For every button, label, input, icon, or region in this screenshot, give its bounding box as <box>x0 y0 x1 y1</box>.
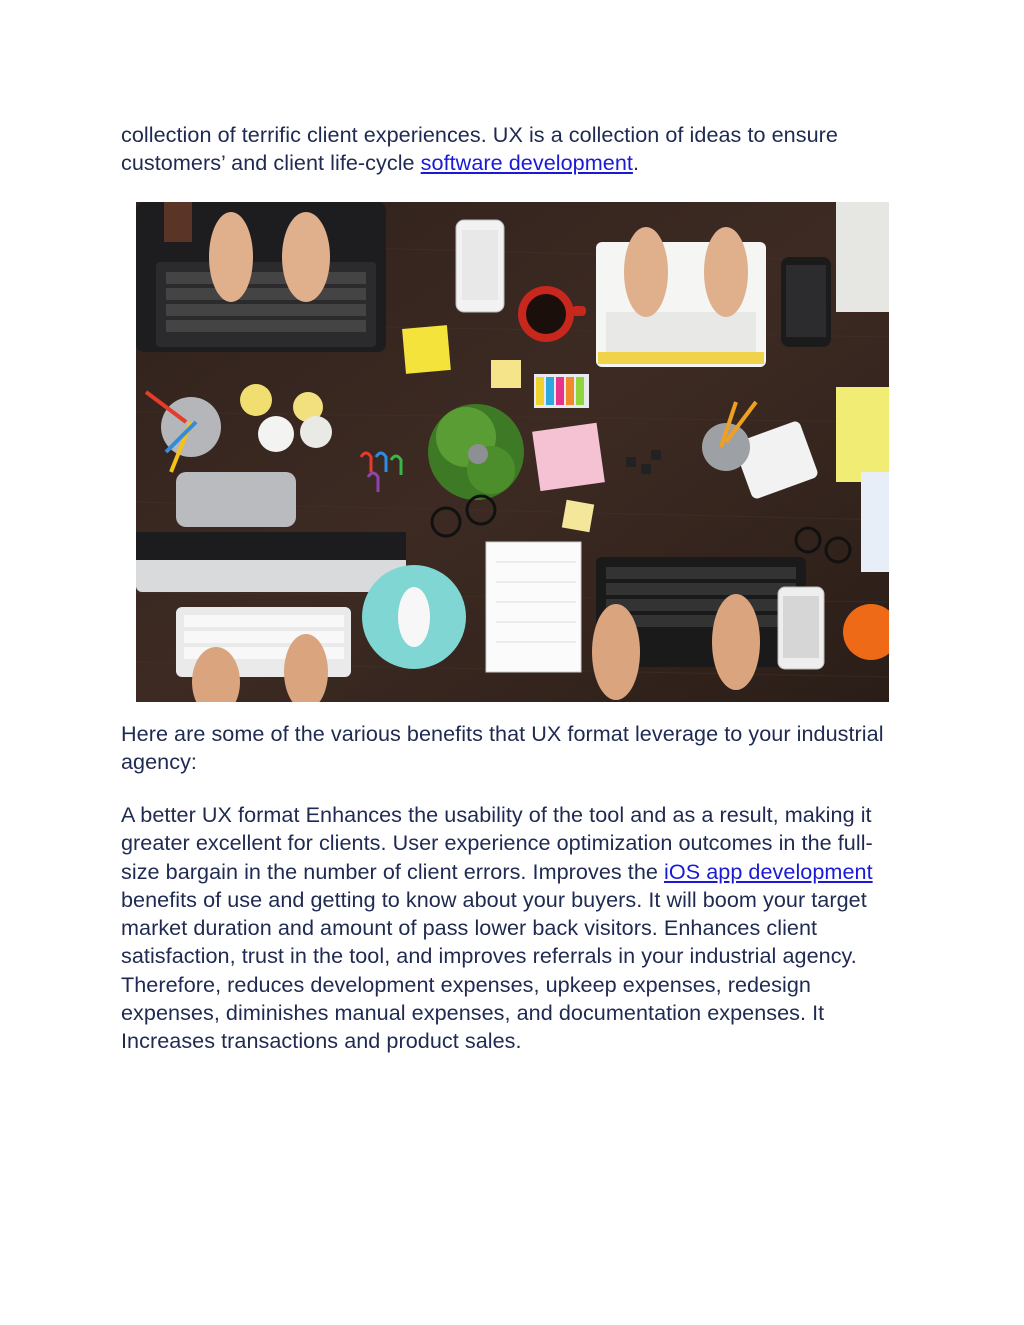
ios-app-development-link[interactable]: iOS app development <box>664 858 873 884</box>
body-text-continued: benefits of use and getting to know about your buyers. It will boom your target market duration and amount of pass lower back visitors. Enhances client satisfaction, trust in the tool, and improves referrals in your industrial agency. Therefore, reduces development expenses, upkeep expenses, redesign expenses, diminishes manual expenses, and documentation expenses. It Increases transactions and product sales. <box>121 886 867 1054</box>
intro-text: collection of terrific client experiences. UX is a collection of ideas to ensure customers’ and client life-cycle <box>121 122 838 176</box>
software-development-link[interactable]: software development <box>420 150 633 176</box>
intro-paragraph <box>121 121 911 178</box>
intro-period: . <box>632 150 639 176</box>
benefits-heading: Here are some of the various benefits that UX format leverage to your industrial agency: <box>121 721 884 775</box>
body-paragraph <box>121 801 911 1056</box>
body-text: A better UX format Enhances the usability of the tool and as a result, making it greater excellent for clients. User experience optimization outcomes in the full-size bargain in the number of client errors. Improves the <box>121 802 873 884</box>
office-desk-photo <box>136 202 889 702</box>
